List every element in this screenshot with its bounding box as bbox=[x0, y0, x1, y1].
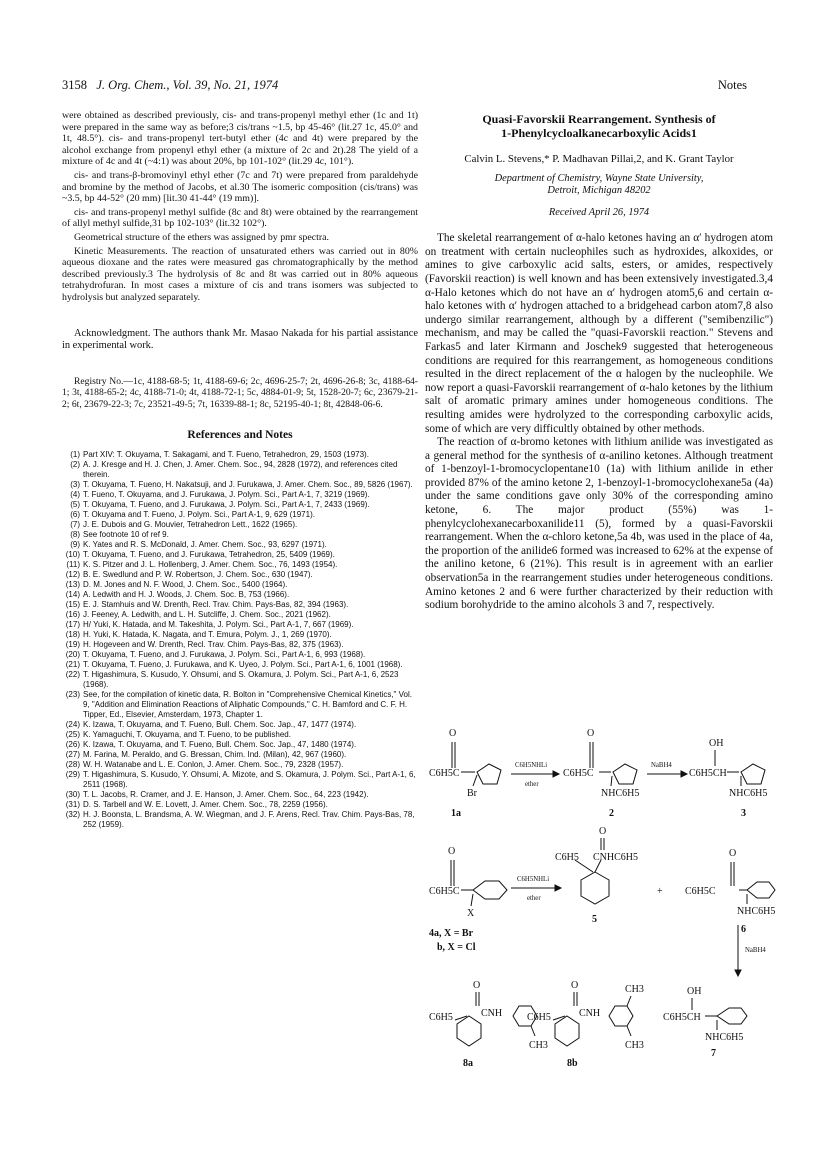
paragraph: were obtained as described previously, cis- and trans-propenyl methyl ether (1c and 1t) were prepared in the same way as before;3 cis/trans ~1.5, bp 45-46° (lit.27 1c, 45.0° and 1t, 48.5°). cis- and trans-propenyl tert-butyl ether (4c and 4t) were prepared by the alcohol exchange from propenyl ethyl ether (a mixture of 2c and 2t).28 The yield of a mixture of 4c and 4t (~4:1) was about 20%, bp 101-102° (lit.29 4c, 101°). bbox=[62, 110, 418, 168]
substituent-label: NHC6H5 bbox=[705, 1032, 744, 1043]
reference-text: T. Higashimura, S. Kusudo, Y. Ohsumi, and S. Okamura, J. Polym. Sci., Part A-1, 6, 2523 (1968). bbox=[83, 669, 399, 689]
reference-text: H. J. Boonsta, L. Brandsma, A. W. Wiegman, and J. F. Arens, Recl. Trav. Chim. Pays-Bas, 78, 252 (1959). bbox=[83, 809, 415, 829]
reference-text: K. Izawa, T. Okuyama, and T. Fueno, Bull. Chem. Soc. Jap., 47, 1477 (1974). bbox=[83, 719, 357, 729]
reference-item bbox=[62, 720, 418, 730]
halogen-label: X bbox=[467, 908, 475, 919]
reference-item bbox=[62, 580, 418, 590]
journal-citation: J. Org. Chem., Vol. 39, No. 21, 1974 bbox=[96, 78, 279, 92]
reference-item bbox=[62, 760, 418, 770]
reference-item bbox=[62, 500, 418, 510]
compound-label-8b: 8b bbox=[567, 1058, 578, 1069]
reference-text: A. J. Kresge and H. J. Chen, J. Amer. Chem. Soc., 94, 2828 (1972), and references cited therein. bbox=[83, 459, 398, 479]
title-line: 1-Phenylcycloalkanecarboxylic Acids1 bbox=[501, 126, 697, 140]
reference-text: K. Yamaguchi, T. Okuyama, and T. Fueno, to be published. bbox=[83, 729, 291, 739]
oxygen-label: O bbox=[729, 848, 737, 859]
reference-number: (32) bbox=[65, 809, 80, 819]
authors: Calvin L. Stevens,* P. Madhavan Pillai,2, and K. Grant Taylor bbox=[464, 153, 734, 165]
oxygen-label: O bbox=[571, 980, 579, 991]
paragraph: cis- and trans-β-bromovinyl ethyl ether (7c and 7t) were prepared from paraldehyde and bromine by the method of Jacobs, et al.30 The isomeric composition (cis/trans) was ~3.5, bp 44-52° (20 mm) [lit.30 41-44° (19 mm)]. bbox=[62, 169, 418, 205]
compound-label-8a: 8a bbox=[463, 1058, 473, 1069]
fragment-label: CNH bbox=[481, 1008, 503, 1019]
reference-number: (14) bbox=[65, 589, 80, 599]
reference-item bbox=[62, 790, 418, 800]
reference-item bbox=[62, 610, 418, 620]
reference-item bbox=[62, 520, 418, 530]
compound-label-7: 7 bbox=[711, 1048, 716, 1059]
reference-item bbox=[62, 540, 418, 550]
reference-item bbox=[62, 490, 418, 500]
reference-text: Part XIV: T. Okuyama, T. Sakagami, and T. Fueno, Tetrahedron, 29, 1503 (1973). bbox=[83, 449, 369, 459]
reference-text: E. J. Stamhuis and W. Drenth, Recl. Trav. Chim. Pays-Bas, 82, 394 (1963). bbox=[83, 599, 349, 609]
reference-number: (27) bbox=[65, 749, 80, 759]
reference-text: D. M. Jones and N. F. Wood, J. Chem. Soc., 5400 (1964). bbox=[83, 579, 288, 589]
reference-item bbox=[62, 650, 418, 660]
reference-number: (23) bbox=[65, 689, 80, 699]
reference-item bbox=[62, 800, 418, 810]
reference-number: (12) bbox=[65, 569, 80, 579]
compound-label-2: 2 bbox=[609, 808, 614, 819]
fragment-label: C6H5C bbox=[429, 886, 460, 897]
reagent-label: C6H5NHLi bbox=[517, 876, 550, 883]
reference-text: H. Yuki, K. Hatada, K. Nagata, and T. Emura, Polym. J., 1, 269 (1970). bbox=[83, 629, 332, 639]
page-number-journal bbox=[62, 78, 278, 93]
reference-item bbox=[62, 560, 418, 570]
reference-number: (2) bbox=[70, 459, 80, 469]
fragment-label: C6H5 bbox=[527, 1012, 551, 1023]
reference-number: (4) bbox=[70, 489, 80, 499]
section-name: Notes bbox=[717, 78, 747, 92]
affiliation bbox=[425, 173, 773, 197]
substituent-label: NHC6H5 bbox=[601, 788, 640, 799]
plus-sign: + bbox=[657, 886, 663, 897]
reference-number: (1) bbox=[70, 449, 80, 459]
methyl-label: CH3 bbox=[625, 1040, 644, 1051]
reference-item bbox=[62, 630, 418, 640]
reference-text: T. Okuyama, T. Fueno, H. Nakatsuji, and J. Furukawa, J. Amer. Chem. Soc., 89, 5826 (1967). bbox=[83, 479, 413, 489]
methyl-label: CH3 bbox=[625, 984, 644, 995]
reference-item bbox=[62, 450, 418, 460]
reagent-condition: ether bbox=[527, 895, 541, 902]
affiliation-line: Detroit, Michigan 48202 bbox=[547, 184, 651, 196]
reaction-scheme bbox=[425, 720, 777, 1090]
reference-number: (8) bbox=[70, 529, 80, 539]
reference-number: (9) bbox=[70, 539, 80, 549]
reference-text: T. Higashimura, S. Kusudo, Y. Ohsumi, A. Mizote, and S. Okamura, J. Polym. Sci., Part A-1, 6, 2511 (1968). bbox=[83, 769, 416, 789]
reference-number: (18) bbox=[65, 629, 80, 639]
substituent-label: CNHC6H5 bbox=[593, 852, 639, 863]
reference-item bbox=[62, 730, 418, 740]
fragment-label: C6H5 bbox=[555, 852, 579, 863]
reference-text: T. Okuyama, T. Fueno, and J. Furukawa, J. Polym. Sci., Part A-1, 7, 2433 (1969). bbox=[83, 499, 370, 509]
reference-number: (3) bbox=[70, 479, 80, 489]
oxygen-label: O bbox=[449, 728, 457, 739]
article-title bbox=[425, 112, 773, 140]
reference-text: K. Yates and R. S. McDonald, J. Amer. Chem. Soc., 93, 6297 (1971). bbox=[83, 539, 327, 549]
compound-label-4a: 4a, X = Br bbox=[429, 928, 474, 939]
fragment-label: C6H5C bbox=[685, 886, 716, 897]
reference-item bbox=[62, 690, 418, 720]
reference-number: (22) bbox=[65, 669, 80, 679]
reference-number: (30) bbox=[65, 789, 80, 799]
paragraph: Geometrical structure of the ethers was assigned by pmr spectra. bbox=[74, 231, 330, 243]
reference-number: (17) bbox=[65, 619, 80, 629]
fragment-label: C6H5C bbox=[563, 768, 594, 779]
reference-item bbox=[62, 570, 418, 580]
reference-text: K. Izawa, T. Okuyama, and T. Fueno, Bull. Chem. Soc. Jap., 47, 1480 (1974). bbox=[83, 739, 357, 749]
reference-number: (31) bbox=[65, 799, 80, 809]
reference-item bbox=[62, 530, 418, 540]
paragraph: Kinetic Measurements. The reaction of unsaturated ethers was carried out in 80% aqueous dioxane and the rates were measured gas chromatographically by the method described previously.3 The hydrolysis of 8c and 8t was carried out in 80% aqueous tetrahydrofuran. In most cases a mixture of cis and trans isomers was subjected to hydrolysis but analyzed separately. bbox=[62, 245, 418, 303]
fragment-label: C6H5CH bbox=[663, 1012, 701, 1023]
reference-number: (29) bbox=[65, 769, 80, 779]
article-body bbox=[425, 232, 773, 613]
oxygen-label: O bbox=[448, 846, 456, 857]
reference-item bbox=[62, 480, 418, 490]
compound-label-6: 6 bbox=[741, 924, 746, 935]
references-list bbox=[62, 450, 418, 830]
reagent-label: NaBH4 bbox=[745, 947, 766, 954]
references-heading: References and Notes bbox=[187, 429, 293, 442]
reference-text: M. Farina, M. Peraldo, and G. Bressan, Chim. Ind. (Milan), 42, 967 (1960). bbox=[83, 749, 347, 759]
left-column bbox=[62, 110, 418, 830]
paragraph: cis- and trans-propenyl methyl sulfide (8c and 8t) were obtained by the rearrangement of allyl methyl sulfide,31 bp 102-103° (lit.32 102°). bbox=[62, 206, 418, 230]
reference-text: See, for the compilation of kinetic data, R. Bolton in "Comprehensive Chemical Kinetics," Vol. 9, "Addition and Elimination Reactions of Aliphatic Compounds," C. H. Bamford and C. F. H. Tipper, Ed., Elsevier, Amsterdam, 1973, Chapter 1. bbox=[83, 689, 412, 719]
reference-text: H/ Yuki, K. Hatada, and M. Takeshita, J. Polym. Sci., Part A-1, 7, 667 (1969). bbox=[83, 619, 354, 629]
reference-item bbox=[62, 640, 418, 650]
reference-text: K. S. Pitzer and J. L. Hollenberg, J. Amer. Chem. Soc., 76, 1493 (1954). bbox=[83, 559, 338, 569]
reference-number: (19) bbox=[65, 639, 80, 649]
reference-text: D. S. Tarbell and W. E. Lovett, J. Amer. Chem. Soc., 78, 2259 (1956). bbox=[83, 799, 328, 809]
hydroxyl-label: OH bbox=[687, 986, 702, 997]
fragment-label: CNH bbox=[579, 1008, 601, 1019]
reference-text: W. H. Watanabe and L. E. Conlon, J. Amer. Chem. Soc., 79, 2328 (1957). bbox=[83, 759, 344, 769]
reference-number: (16) bbox=[65, 609, 80, 619]
compound-label-5: 5 bbox=[592, 914, 597, 925]
reference-number: (7) bbox=[70, 519, 80, 529]
reference-number: (20) bbox=[65, 649, 80, 659]
received-date: Received April 26, 1974 bbox=[548, 206, 650, 218]
fragment-label: C6H5C bbox=[429, 768, 460, 779]
reference-text: T. Fueno, T. Okuyama, and J. Furukawa, J. Polym. Sci., Part A-1, 7, 3219 (1969). bbox=[83, 489, 370, 499]
reference-text: T. Okuyama and T. Fueno, J. Polym. Sci., Part A-1, 9, 629 (1971). bbox=[83, 509, 315, 519]
reference-item bbox=[62, 550, 418, 560]
reference-text: J. E. Dubois and G. Mouvier, Tetrahedron Lett., 1622 (1965). bbox=[83, 519, 298, 529]
reference-text: H. Hogeveen and W. Drenth, Recl. Trav. Chim. Pays-Bas, 82, 375 (1963). bbox=[83, 639, 344, 649]
paragraph: The reaction of α-bromo ketones with lithium anilide was investigated as a general method for the synthesis of α-anilino ketones. Although treatment of 1-benzoyl-1-bromocyclopentane10 (1a) with lithium anilide in ether provided 87% of the amino ketone 2, 1-benzoyl-1-bromocyclohexane5a (4a) under the same conditions gave only 30% of the corresponding amino ketone, 6. The major product (55%) was 1-phenylcyclohexanecarboxanilide11 (5), formed by a quasi-Favorskii rearrangement. When the α-chloro ketone,5a 4b, was used in the place of 4a, the proportion of the anilide6 formed was increased to 62% at the expense of the anilino ketone, 6 (21%). This result is in agreement with an earlier observation5a in the rearrangement studies under heterogeneous conditions. Amino ketones 2 and 6 were further characterized by their reduction with sodium borohydride to the amino alcohols 3 and 7, respectively. bbox=[425, 436, 773, 612]
reference-number: (5) bbox=[70, 499, 80, 509]
fragment-label: C6H5 bbox=[429, 1012, 453, 1023]
reference-text: T. Okuyama, T. Fueno, J. Furukawa, and K. Uyeo, J. Polym. Sci., Part A-1, 6, 1001 (1968). bbox=[83, 659, 403, 669]
bromine-label: Br bbox=[467, 788, 477, 799]
reference-item bbox=[62, 740, 418, 750]
acknowledgment: Acknowledgment. The authors thank Mr. Masao Nakada for his partial assistance in experimental work. bbox=[62, 327, 418, 351]
reference-text: T. L. Jacobs, R. Cramer, and J. E. Hanson, J. Amer. Chem. Soc., 64, 223 (1942). bbox=[83, 789, 369, 799]
reference-number: (28) bbox=[65, 759, 80, 769]
reagent-label: C6H5NHLi bbox=[515, 762, 548, 769]
reference-item bbox=[62, 660, 418, 670]
registry-numbers: Registry No.—1c, 4188-68-5; 1t, 4188-69-6; 2c, 4696-25-7; 2t, 4696-26-8; 3c, 4188-64-1; 3t, 4188-65-2; 4c, 4188-71-0; 4t, 4188-72-1; 5c, 4884-01-9; 5t, 1528-20-7; 6c, 23679-21-2; 6t, 23679-22-3; 7c, 23521-49-5; 7t, 16339-88-1; 8c, 52195-40-1; 8t, 42848-06-6. bbox=[62, 375, 418, 410]
reference-item bbox=[62, 620, 418, 630]
page-number: 3158 bbox=[62, 78, 87, 92]
hydroxyl-label: OH bbox=[709, 738, 724, 749]
reference-number: (26) bbox=[65, 739, 80, 749]
reagent-label: NaBH4 bbox=[651, 762, 672, 769]
reference-item bbox=[62, 460, 418, 480]
compound-label-4b: b, X = Cl bbox=[437, 942, 476, 953]
reference-number: (21) bbox=[65, 659, 80, 669]
reference-item bbox=[62, 590, 418, 600]
substituent-label: NHC6H5 bbox=[737, 906, 776, 917]
compound-label-3: 3 bbox=[741, 808, 746, 819]
substituent-label: NHC6H5 bbox=[729, 788, 768, 799]
oxygen-label: O bbox=[473, 980, 481, 991]
reference-item bbox=[62, 510, 418, 520]
reference-text: T. Okuyama, T. Fueno, and J. Furukawa, J. Polym. Sci., Part A-1, 6, 993 (1968). bbox=[83, 649, 366, 659]
reference-number: (6) bbox=[70, 509, 80, 519]
reference-text: See footnote 10 of ref 9. bbox=[83, 529, 169, 539]
oxygen-label: O bbox=[599, 826, 607, 837]
compound-label-1a: 1a bbox=[451, 808, 461, 819]
reference-text: J. Feeney, A. Ledwith, and L. H. Sutcliffe, J. Chem. Soc., 2021 (1962). bbox=[83, 609, 331, 619]
reference-text: A. Ledwith and H. J. Woods, J. Chem. Soc. B, 753 (1966). bbox=[83, 589, 290, 599]
methyl-label: CH3 bbox=[529, 1040, 548, 1051]
reference-item bbox=[62, 750, 418, 760]
reagent-condition: ether bbox=[525, 781, 539, 788]
reference-item bbox=[62, 670, 418, 690]
fragment-label: C6H5CH bbox=[689, 768, 727, 779]
reference-item bbox=[62, 810, 418, 830]
oxygen-label: O bbox=[587, 728, 595, 739]
reference-item bbox=[62, 770, 418, 790]
reference-number: (24) bbox=[65, 719, 80, 729]
reference-item bbox=[62, 600, 418, 610]
reference-number: (11) bbox=[66, 559, 80, 569]
reference-text: T. Okuyama, T. Fueno, and J. Furukawa, Tetrahedron, 25, 5409 (1969). bbox=[83, 549, 335, 559]
affiliation-line: Department of Chemistry, Wayne State University, bbox=[494, 172, 704, 184]
reference-number: (13) bbox=[65, 579, 80, 589]
reference-text: B. E. Swedlund and P. W. Robertson, J. Chem. Soc., 630 (1947). bbox=[83, 569, 313, 579]
title-line: Quasi-Favorskii Rearrangement. Synthesis of bbox=[482, 112, 716, 126]
reference-number: (15) bbox=[65, 599, 80, 609]
right-column bbox=[425, 110, 773, 613]
reference-number: (10) bbox=[65, 549, 80, 559]
reference-number: (25) bbox=[65, 729, 80, 739]
paragraph: The skeletal rearrangement of α-halo ketones having an α′ hydrogen atom on treatment with certain nucleophiles such as hydroxides, alkoxides, or amines to give carboxylic acid salts, esters, or amides, respectively (Favorskii reaction) is well known and has been extensively investigated.3,4 α-Halo ketones which do not have an α′ hydrogen atom5,6 and certain α-halo ketones with α′ hydrogen attached to a bridgehead carbon atom7,8 also undergo similar rearrangement, although by a different ("semibenzilic") mechanism, and may be called the "quasi-Favorskii reaction." Stevens and Farkas5 and later Kirmann and Joschek9 suggested that heterogeneous conditions are required for this rearrangement, as homogeneous conditions resulted in the direct replacement of the α halogen by the nucleophile. We now report a quasi-Favorskii rearrangement of α-halo ketones by the lithium salt of aromatic primary amines under homogeneous conditions. The resulting amides were hydrolyzed to the corresponding carboxylic acids, some of which are very difficultly obtained by other methods. bbox=[425, 232, 773, 435]
